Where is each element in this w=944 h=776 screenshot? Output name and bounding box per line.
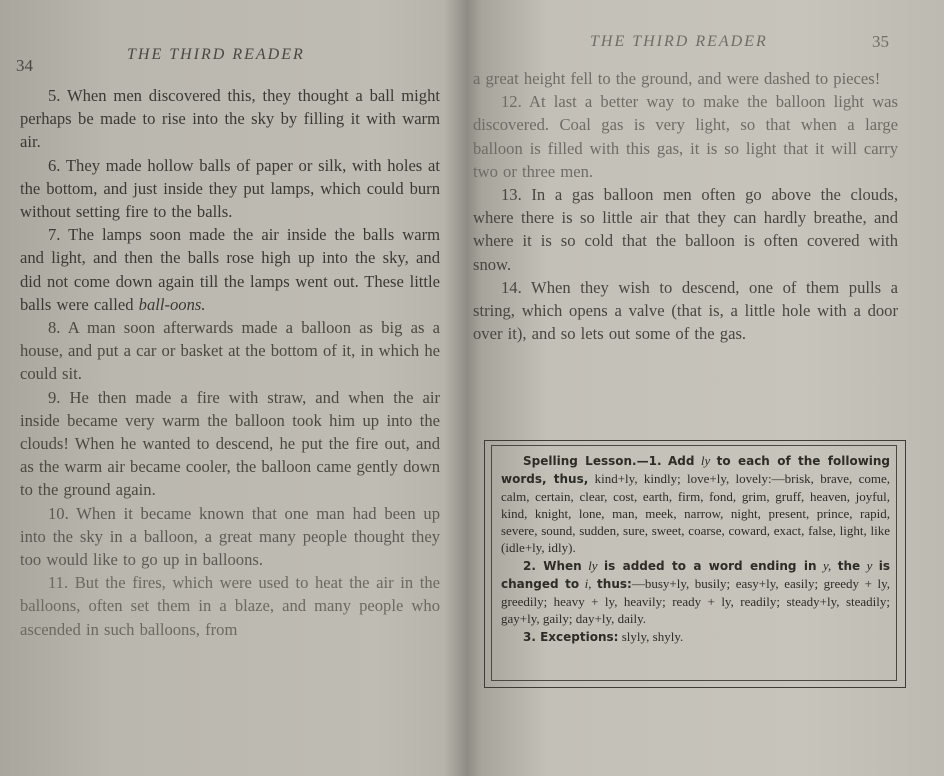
- letter: y: [866, 558, 873, 573]
- rule-text: Add: [667, 454, 695, 468]
- paragraph: a great height fell to the ground, and were dashed to pieces!: [473, 69, 881, 88]
- word-list: kind+ly, kindly; love+ly, lovely:—brisk, brave, come, calm, certain, clear, cost, earth, firm, fond, grim, gruff, heaven, joyful, kind, knight, lone, man, meek, narrow, night, present, prince, rapid, severe, sound, sudden, sure, sweet, coarse, coward, exact, false, light, like (idle+ly, idly).: [501, 471, 891, 555]
- spelling-rule-2: [501, 557, 890, 627]
- paragraph: 5. When men discovered this, they thought a ball might perhaps be made to rise into the sky by filling it with warm air.: [20, 86, 440, 152]
- letter: y,: [822, 558, 832, 573]
- paragraph: 8. A man soon afterwards made a balloon as big as a house, and put a car or basket at the bottom of it, in which he could sit.: [20, 318, 440, 384]
- paragraph: 13. In a gas balloon men often go above the clouds, where there is so little air that they can hardly breathe, and where it is so cold that the balloon is often covered with snow.: [473, 185, 898, 274]
- paragraph: 11. But the fires, which were used to heat the air in the balloons, often set them in a blaze, and many people who ascended in such balloons, from: [20, 573, 440, 639]
- paragraph: 9. He then made a fire with straw, and when the air inside became very warm the balloon took him up into the clouds! When he wanted to descend, he put the fire out, and as the warm air became cooler, the balloon came gently down to the ground again.: [20, 387, 440, 500]
- left-page: [0, 0, 452, 776]
- paragraph: 14. When they wish to descend, one of them pulls a string, which opens a valve (that is, a little hole with a door over it), and so lets out some of the gas.: [473, 277, 898, 344]
- running-header: THE THIRD READER: [127, 46, 305, 63]
- word-list: slyly, shyly.: [621, 629, 684, 644]
- spelling-lesson-box: [484, 440, 906, 688]
- spelling-rule-3: [501, 628, 890, 646]
- body-text: [473, 67, 898, 345]
- rule-text: 3. Exceptions:: [523, 630, 619, 644]
- rule-text: the: [837, 559, 861, 573]
- rule-text: is changed to: [501, 559, 891, 591]
- right-page: [462, 0, 944, 776]
- paragraph: 10. When it became known that one man had been up into the sky in a balloon, a great many people thought they too would like to go up in balloons.: [20, 503, 440, 570]
- lesson-title: Spelling Lesson.—1.: [523, 454, 662, 468]
- spelling-rule-1: [501, 452, 890, 556]
- paragraph: 12. At last a better way to make the balloon light was discovered. Coal gas is very light, so that when a large balloon is filled with this gas, it is so light that it will carry two or three men.: [473, 92, 898, 181]
- page-number: 35: [872, 32, 889, 51]
- running-header: THE THIRD READER: [590, 33, 768, 50]
- spelling-lesson-inner: [491, 445, 897, 681]
- rule-text: 2. When: [523, 559, 582, 573]
- page-number: 34: [16, 56, 33, 75]
- rule-text: thus:: [597, 577, 632, 591]
- word-list: —busy+ly, busily; easy+ly, easily; greedy + ly, greedily; heavy + ly, heavily; ready + ly, readily; steady+ly, steadily; gay+ly, gaily; day+ly, daily.: [501, 576, 890, 626]
- italic-term: ball-oons.: [138, 294, 206, 314]
- paragraph-text: 7. The lamps soon made the air inside the balls warm and light, and then the balls rose high up into the sky, and did not come down again till the lamps went out. These little balls were called: [20, 225, 440, 314]
- body-text: [20, 84, 440, 641]
- paragraph: 6. They made hollow balls of paper or silk, with holes at the bottom, and just inside they put lamps, which could burn without setting fire to the balls.: [20, 155, 440, 222]
- letter: i,: [584, 576, 592, 591]
- rule-text: is added to a word ending in: [604, 559, 817, 573]
- suffix: ly: [700, 453, 711, 468]
- suffix: ly: [588, 558, 598, 573]
- rule-text: to each of the following words, thus,: [501, 454, 891, 486]
- paragraph: [20, 223, 440, 316]
